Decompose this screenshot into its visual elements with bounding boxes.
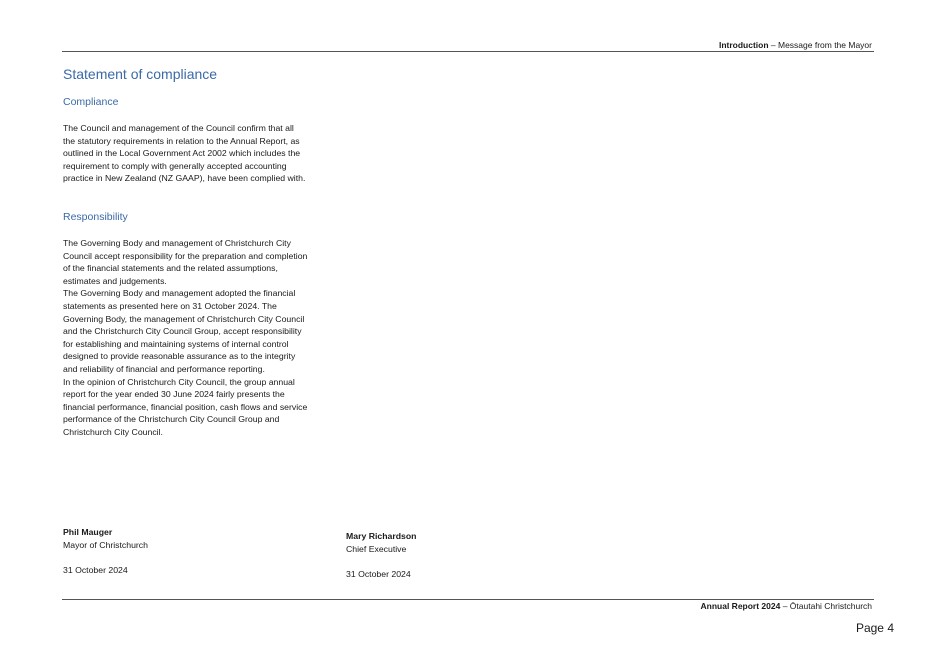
responsibility-paragraph-3: In the opinion of Christchurch City Council, the group annual report for the year ended 30 June 2024 fairly presents the financial performance, financial position, cash flows and service performance of the Christchurch City Council Group and Christchurch City Council. bbox=[63, 376, 308, 437]
page-number: Page 4 bbox=[855, 621, 894, 635]
signature-block-mayor bbox=[63, 526, 148, 577]
compliance-heading: Compliance bbox=[63, 96, 119, 108]
running-footer bbox=[701, 601, 872, 611]
signatory-role: Chief Executive bbox=[346, 543, 407, 554]
running-header bbox=[719, 40, 872, 50]
footer-divider bbox=[62, 599, 874, 600]
compliance-paragraph: The Council and management of the Council confirm that all the statutory requirements in relation to the Annual Report, as outlined in the Local Government Act 2002 which includes the requirement to comply with generally accepted accounting practice in New Zealand (NZ GAAP), have been complied with. bbox=[63, 123, 306, 184]
compliance-body bbox=[63, 122, 308, 185]
footer-place: Ōtautahi Christchurch bbox=[789, 601, 872, 611]
signatory-date: 31 October 2024 bbox=[63, 565, 128, 576]
header-divider bbox=[62, 51, 874, 52]
signatory-date: 31 October 2024 bbox=[346, 569, 411, 580]
header-section: Introduction bbox=[718, 40, 769, 50]
signature-block-chief-executive bbox=[346, 530, 416, 581]
responsibility-body bbox=[63, 237, 308, 439]
footer-separator: – bbox=[780, 601, 790, 611]
responsibility-paragraph-2: The Governing Body and management adopted the financial statements as presented here on 31 October 2024. The Governing Body, the management of Christchurch City Council and the Christchurch City Council Group, accept responsibility for establishing and maintaining systems of internal control designed to provide reasonable assurance as to the integrity and reliability of financial and performance reporting. bbox=[63, 288, 305, 374]
page-title: Statement of compliance bbox=[63, 66, 218, 82]
responsibility-heading: Responsibility bbox=[63, 211, 128, 223]
responsibility-paragraph-1: The Governing Body and management of Christchurch City Council accept responsibility for the preparation and completion of the financial statements and the related assumptions, estimates and judgements. bbox=[63, 238, 308, 286]
signatory-name: Mary Richardson bbox=[346, 531, 417, 541]
signatory-role: Mayor of Christchurch bbox=[63, 539, 148, 550]
header-separator: – bbox=[768, 40, 778, 50]
signatory-name: Phil Mauger bbox=[63, 527, 113, 537]
header-subsection: Message from the Mayor bbox=[777, 40, 872, 50]
footer-report: Annual Report 2024 bbox=[700, 601, 781, 611]
